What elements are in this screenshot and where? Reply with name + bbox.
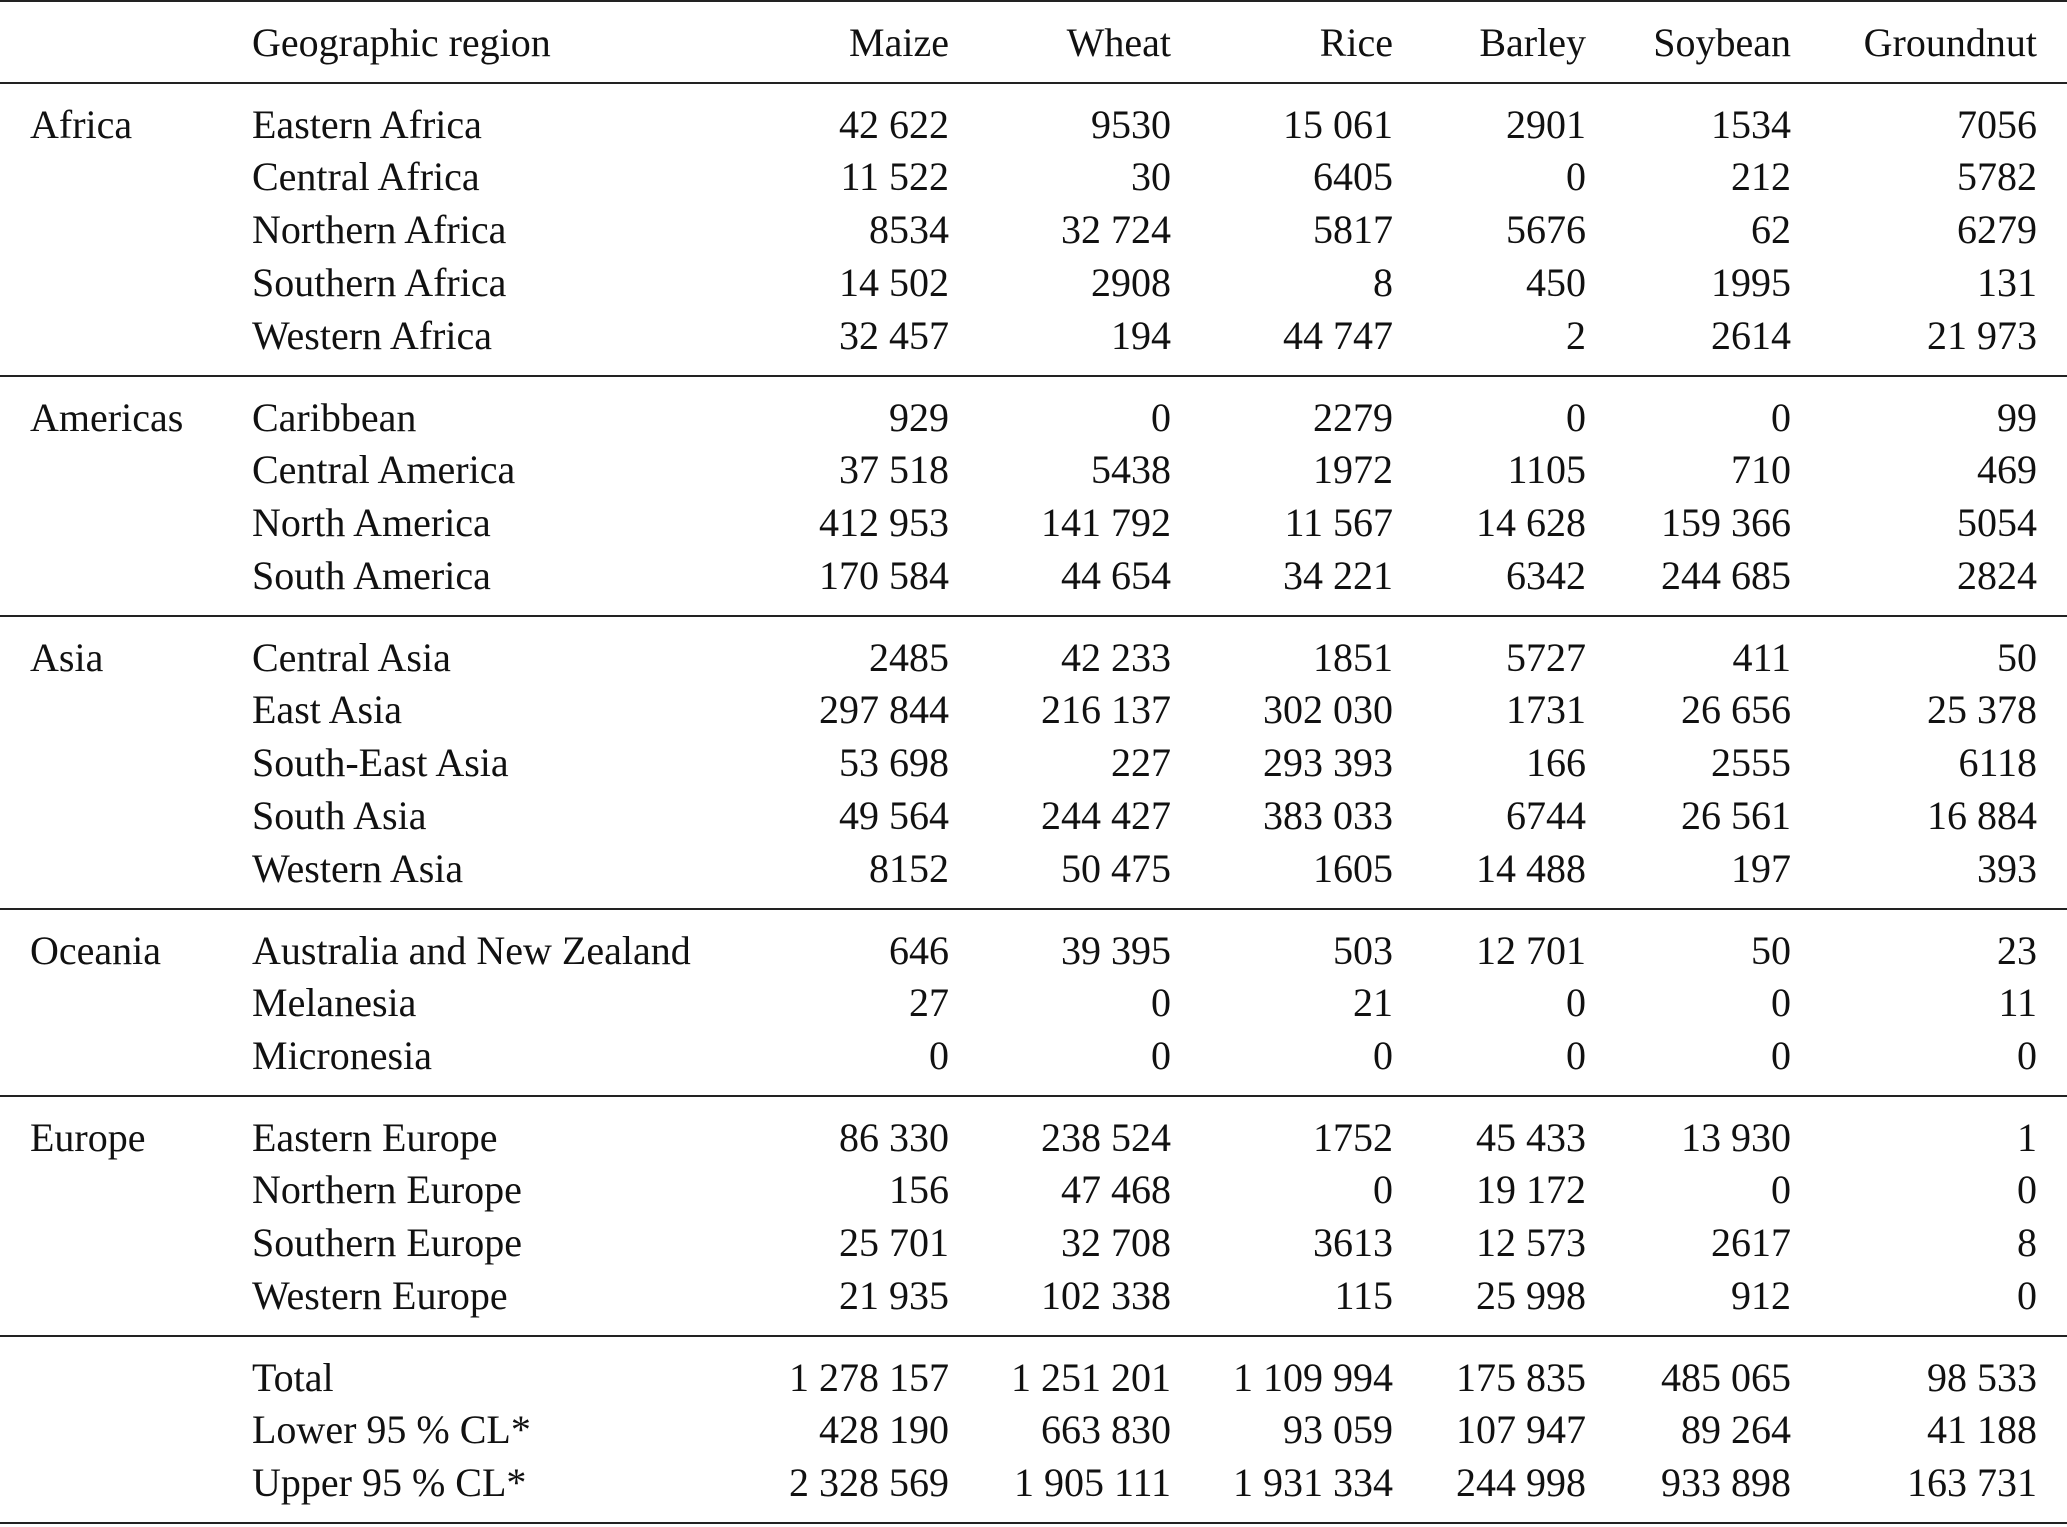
barley-cell: 14 628 [1476, 500, 1586, 545]
table-group [0, 1336, 2067, 1523]
region-cell: Eastern Europe [252, 1114, 498, 1160]
continent-cell [0, 1336, 242, 1403]
table-row [0, 1456, 2067, 1523]
rice-cell: 15 061 [1283, 101, 1393, 147]
continent-cell [0, 976, 242, 1029]
continent-cell [0, 256, 242, 309]
region-cell: South Asia [252, 793, 427, 838]
groundnut-cell: 11 [1998, 980, 2037, 1025]
barley-cell: 12 573 [1476, 1220, 1586, 1265]
groundnut-cell: 41 188 [1927, 1407, 2037, 1452]
rice-cell: 6405 [1313, 154, 1393, 199]
region-cell: Western Europe [252, 1272, 508, 1318]
continent-cell: Europe [30, 1114, 146, 1160]
groundnut-cell: 16 884 [1927, 793, 2037, 838]
groundnut-cell: 1 [2017, 1114, 2037, 1160]
table-row [0, 83, 2067, 150]
wheat-cell: 1 905 111 [1013, 1459, 1171, 1505]
rice-cell: 503 [1333, 927, 1393, 973]
continent-cell [0, 842, 242, 909]
wheat-cell: 32 708 [1061, 1220, 1171, 1265]
barley-cell: 175 835 [1456, 1354, 1586, 1400]
table-header [0, 1, 2067, 83]
table-row [0, 736, 2067, 789]
header-groundnut: Groundnut [1791, 1, 2067, 83]
rice-cell: 0 [1373, 1032, 1393, 1078]
soybean-cell: 62 [1751, 207, 1791, 252]
rice-cell: 1851 [1313, 634, 1393, 680]
wheat-cell: 5438 [1091, 447, 1171, 492]
wheat-cell: 50 475 [1061, 845, 1171, 891]
soybean-cell: 89 264 [1681, 1407, 1791, 1452]
groundnut-cell: 0 [2017, 1167, 2037, 1212]
header-barley: Barley [1393, 1, 1586, 83]
wheat-cell: 194 [1111, 312, 1171, 358]
header-row [0, 1, 2067, 83]
groundnut-cell: 393 [1977, 845, 2037, 891]
rice-cell: 1 931 334 [1233, 1459, 1393, 1505]
table-group [0, 616, 2067, 909]
continent-cell [0, 549, 242, 616]
rice-cell: 93 059 [1283, 1407, 1393, 1452]
soybean-cell: 2614 [1711, 312, 1791, 358]
soybean-cell: 912 [1731, 1272, 1791, 1318]
header-wheat: Wheat [949, 1, 1171, 83]
groundnut-cell: 131 [1977, 260, 2037, 305]
region-cell: Northern Africa [252, 207, 507, 252]
soybean-cell: 1995 [1711, 260, 1791, 305]
table-row [0, 1269, 2067, 1336]
table-group [0, 83, 2067, 376]
wheat-cell: 102 338 [1041, 1272, 1171, 1318]
maize-cell: 929 [889, 394, 949, 440]
table-row [0, 1403, 2067, 1456]
region-cell: South-East Asia [252, 740, 509, 785]
groundnut-cell: 0 [2017, 1272, 2037, 1318]
maize-cell: 42 622 [839, 101, 949, 147]
maize-cell: 14 502 [839, 260, 949, 305]
barley-cell: 2 [1566, 312, 1586, 358]
wheat-cell: 0 [1151, 1032, 1171, 1078]
barley-cell: 12 701 [1476, 927, 1586, 973]
soybean-cell: 244 685 [1661, 552, 1791, 598]
table-row [0, 1096, 2067, 1163]
soybean-cell: 13 930 [1681, 1114, 1791, 1160]
groundnut-cell: 5782 [1957, 154, 2037, 199]
soybean-cell: 485 065 [1661, 1354, 1791, 1400]
maize-cell: 11 522 [840, 154, 949, 199]
continent-cell: Oceania [30, 927, 162, 973]
rice-cell: 1605 [1313, 845, 1393, 891]
rice-cell: 8 [1373, 260, 1393, 305]
soybean-cell: 0 [1771, 394, 1791, 440]
soybean-cell: 0 [1771, 1167, 1791, 1212]
wheat-cell: 0 [1151, 980, 1171, 1025]
table-row [0, 909, 2067, 976]
continent-cell [0, 443, 242, 496]
continent-cell [0, 1456, 242, 1523]
barley-cell: 0 [1566, 980, 1586, 1025]
wheat-cell: 227 [1111, 740, 1171, 785]
barley-cell: 1105 [1507, 447, 1586, 492]
table-row [0, 150, 2067, 203]
table-row [0, 1216, 2067, 1269]
maize-cell: 49 564 [839, 793, 949, 838]
groundnut-cell: 8 [2017, 1220, 2037, 1265]
rice-cell: 5817 [1313, 207, 1393, 252]
wheat-cell: 238 524 [1041, 1114, 1171, 1160]
barley-cell: 5676 [1506, 207, 1586, 252]
region-cell: Southern Europe [252, 1220, 522, 1265]
barley-cell: 6744 [1506, 793, 1586, 838]
continent-cell [0, 1029, 242, 1096]
barley-cell: 25 998 [1476, 1272, 1586, 1318]
region-cell: North America [252, 500, 491, 545]
wheat-cell: 44 654 [1061, 552, 1171, 598]
table-row [0, 616, 2067, 683]
continent-cell [0, 496, 242, 549]
soybean-cell: 0 [1771, 980, 1791, 1025]
rice-cell: 1972 [1313, 447, 1393, 492]
maize-cell: 2 328 569 [789, 1459, 949, 1505]
rice-cell: 383 033 [1263, 793, 1393, 838]
region-cell: Melanesia [252, 980, 417, 1025]
continent-cell: Asia [30, 634, 104, 680]
continent-cell [0, 1403, 242, 1456]
header-soybean: Soybean [1586, 1, 1791, 83]
table-row [0, 549, 2067, 616]
region-cell: Caribbean [252, 394, 417, 440]
wheat-cell: 42 233 [1061, 634, 1171, 680]
rice-cell: 115 [1334, 1272, 1393, 1318]
groundnut-cell: 98 533 [1927, 1354, 2037, 1400]
table-row [0, 496, 2067, 549]
groundnut-cell: 23 [1997, 927, 2037, 973]
barley-cell: 244 998 [1456, 1459, 1586, 1505]
rice-cell: 1 109 994 [1233, 1354, 1393, 1400]
rice-cell: 0 [1373, 1167, 1393, 1212]
barley-cell: 0 [1566, 394, 1586, 440]
table-row [0, 309, 2067, 376]
soybean-cell: 197 [1731, 845, 1791, 891]
region-cell: South America [252, 552, 491, 598]
maize-cell: 1 278 157 [789, 1354, 949, 1400]
table-group [0, 909, 2067, 1096]
table-row [0, 1163, 2067, 1216]
maize-cell: 8152 [869, 845, 949, 891]
region-cell: Northern Europe [252, 1167, 522, 1212]
header-continent [0, 1, 242, 83]
region-cell: Lower 95 % CL* [252, 1407, 531, 1452]
maize-cell: 412 953 [819, 500, 949, 545]
table-row [0, 842, 2067, 909]
wheat-cell: 47 468 [1061, 1167, 1171, 1212]
soybean-cell: 212 [1731, 154, 1791, 199]
table-row [0, 1029, 2067, 1096]
region-cell: Total [252, 1354, 334, 1400]
groundnut-cell: 469 [1977, 447, 2037, 492]
groundnut-cell: 99 [1997, 394, 2037, 440]
table-row [0, 256, 2067, 309]
groundnut-cell: 6118 [1958, 740, 2037, 785]
header-region: Geographic region [242, 1, 764, 83]
region-cell: Central Africa [252, 154, 480, 199]
region-cell: East Asia [252, 687, 402, 732]
maize-cell: 53 698 [839, 740, 949, 785]
rice-cell: 2279 [1313, 394, 1393, 440]
region-cell: Eastern Africa [252, 101, 482, 147]
maize-cell: 2485 [869, 634, 949, 680]
groundnut-cell: 50 [1997, 634, 2037, 680]
wheat-cell: 2908 [1091, 260, 1171, 305]
barley-cell: 14 488 [1476, 845, 1586, 891]
header-maize: Maize [764, 1, 949, 83]
maize-cell: 428 190 [819, 1407, 949, 1452]
continent-cell [0, 203, 242, 256]
maize-cell: 27 [909, 980, 949, 1025]
continent-cell [0, 789, 242, 842]
groundnut-cell: 5054 [1957, 500, 2037, 545]
table-row [0, 789, 2067, 842]
groundnut-cell: 7056 [1957, 101, 2037, 147]
rice-cell: 3613 [1313, 1220, 1393, 1265]
soybean-cell: 411 [1732, 634, 1791, 680]
region-cell: Western Africa [252, 312, 492, 358]
barley-cell: 450 [1526, 260, 1586, 305]
maize-cell: 156 [889, 1167, 949, 1212]
maize-cell: 37 518 [839, 447, 949, 492]
barley-cell: 0 [1566, 1032, 1586, 1078]
groundnut-cell: 2824 [1957, 552, 2037, 598]
soybean-cell: 159 366 [1661, 500, 1791, 545]
maize-cell: 8534 [869, 207, 949, 252]
barley-cell: 1731 [1506, 687, 1586, 732]
soybean-cell: 0 [1771, 1032, 1791, 1078]
maize-cell: 86 330 [839, 1114, 949, 1160]
wheat-cell: 141 792 [1041, 500, 1171, 545]
rice-cell: 34 221 [1283, 552, 1393, 598]
continent-cell [0, 1269, 242, 1336]
wheat-cell: 39 395 [1061, 927, 1171, 973]
maize-cell: 297 844 [819, 687, 949, 732]
table-row [0, 376, 2067, 443]
groundnut-cell: 0 [2017, 1032, 2037, 1078]
continent-cell [0, 309, 242, 376]
region-cell: Southern Africa [252, 260, 507, 305]
maize-cell: 646 [889, 927, 949, 973]
wheat-cell: 9530 [1091, 101, 1171, 147]
region-cell: Upper 95 % CL* [252, 1459, 527, 1505]
region-cell: Micronesia [252, 1032, 432, 1078]
maize-cell: 25 701 [839, 1220, 949, 1265]
table-row [0, 203, 2067, 256]
rice-cell: 293 393 [1263, 740, 1393, 785]
wheat-cell: 1 251 201 [1011, 1354, 1171, 1400]
maize-cell: 32 457 [839, 312, 949, 358]
soybean-cell: 26 656 [1681, 687, 1791, 732]
region-cell: Central America [252, 447, 516, 492]
barley-cell: 2901 [1506, 101, 1586, 147]
barley-cell: 19 172 [1476, 1167, 1586, 1212]
table-group [0, 376, 2067, 616]
soybean-cell: 50 [1751, 927, 1791, 973]
soybean-cell: 710 [1731, 447, 1791, 492]
barley-cell: 45 433 [1476, 1114, 1586, 1160]
rice-cell: 21 [1353, 980, 1393, 1025]
wheat-cell: 244 427 [1041, 793, 1171, 838]
maize-cell: 0 [929, 1032, 949, 1078]
rice-cell: 302 030 [1263, 687, 1393, 732]
region-cell: Central Asia [252, 634, 451, 680]
soybean-cell: 2555 [1711, 740, 1791, 785]
continent-cell [0, 1163, 242, 1216]
continent-cell [0, 1216, 242, 1269]
barley-cell: 0 [1566, 154, 1586, 199]
maize-cell: 21 935 [839, 1272, 949, 1318]
table-row [0, 683, 2067, 736]
table-group [0, 1096, 2067, 1336]
soybean-cell: 933 898 [1661, 1459, 1791, 1505]
barley-cell: 5727 [1506, 634, 1586, 680]
barley-cell: 6342 [1506, 552, 1586, 598]
wheat-cell: 0 [1151, 394, 1171, 440]
continent-cell [0, 683, 242, 736]
barley-cell: 166 [1526, 740, 1586, 785]
soybean-cell: 2617 [1711, 1220, 1791, 1265]
region-cell: Australia and New Zealand [252, 927, 691, 973]
wheat-cell: 32 724 [1061, 207, 1171, 252]
soybean-cell: 26 561 [1681, 793, 1791, 838]
rice-cell: 11 567 [1284, 500, 1393, 545]
header-rice: Rice [1171, 1, 1393, 83]
region-cell: Western Asia [252, 845, 464, 891]
groundnut-cell: 163 731 [1907, 1459, 2037, 1505]
barley-cell: 107 947 [1456, 1407, 1586, 1452]
wheat-cell: 216 137 [1041, 687, 1171, 732]
groundnut-cell: 25 378 [1927, 687, 2037, 732]
table-row [0, 1336, 2067, 1403]
maize-cell: 170 584 [819, 552, 949, 598]
rice-cell: 44 747 [1283, 312, 1393, 358]
continent-cell: Africa [30, 101, 133, 147]
continent-cell [0, 736, 242, 789]
wheat-cell: 663 830 [1041, 1407, 1171, 1452]
groundnut-cell: 21 973 [1927, 312, 2037, 358]
continent-cell: Americas [30, 394, 184, 440]
groundnut-cell: 6279 [1957, 207, 2037, 252]
soybean-cell: 1534 [1711, 101, 1791, 147]
table-row [0, 976, 2067, 1029]
continent-cell [0, 150, 242, 203]
wheat-cell: 30 [1131, 154, 1171, 199]
rice-cell: 1752 [1313, 1114, 1393, 1160]
table-row [0, 443, 2067, 496]
